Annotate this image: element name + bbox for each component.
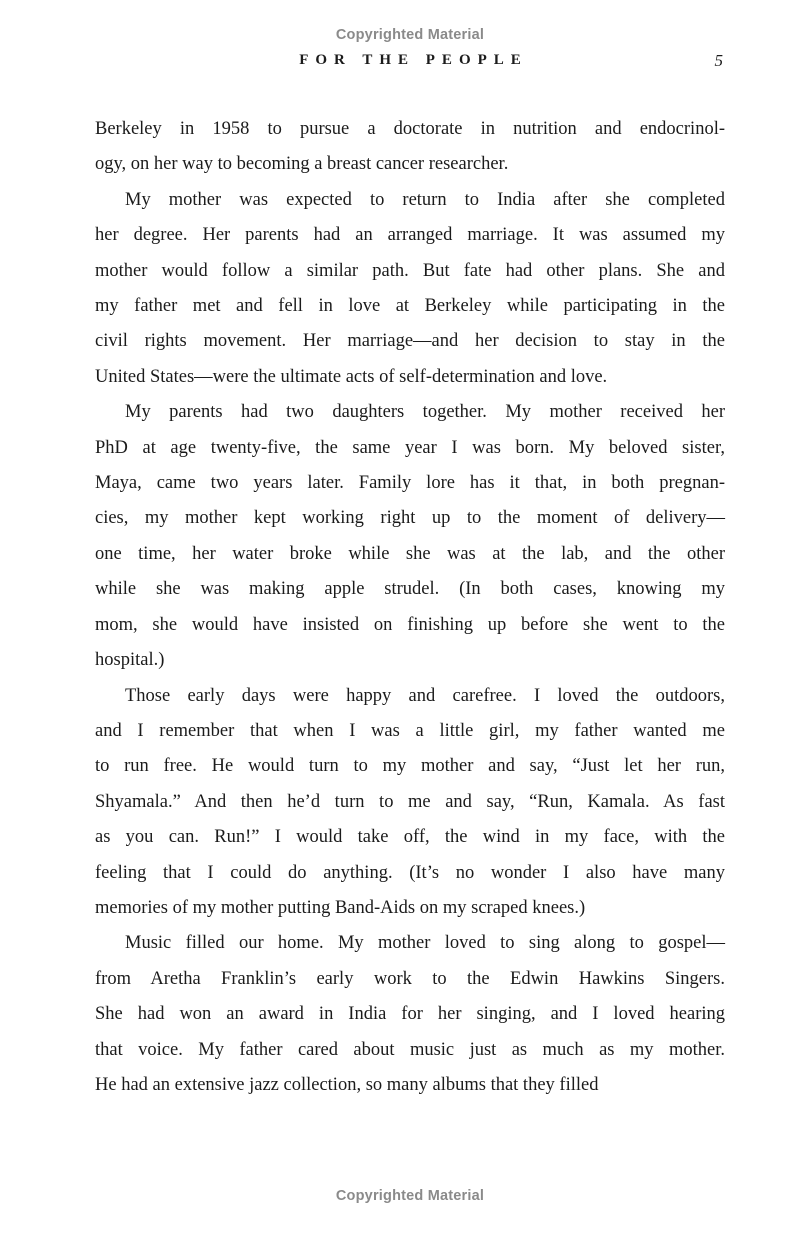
text-line: She had won an award in India for her singing, and I loved hearing xyxy=(95,1004,725,1025)
text-line: mom, she would have insisted on finishing up before she went to the xyxy=(95,614,725,635)
text-line: that voice. My father cared about music just as much as my mother. xyxy=(95,1039,725,1060)
text-line: her degree. Her parents had an arranged marriage. It was assumed my xyxy=(95,225,725,246)
text-line: Maya, came two years later. Family lore has it that, in both pregnan- xyxy=(95,473,725,494)
text-line: civil rights movement. Her marriage—and her decision to stay in the xyxy=(95,331,725,352)
text-line: and I remember that when I was a little girl, my father wanted me xyxy=(95,720,725,741)
paragraph xyxy=(95,926,725,1103)
text-line: cies, my mother kept working right up to the moment of delivery— xyxy=(95,508,725,529)
paragraph xyxy=(95,395,725,678)
text-line: mother would follow a similar path. But fate had other plans. She and xyxy=(95,260,725,281)
text-line: feeling that I could do anything. (It’s no wonder I also have many xyxy=(95,862,725,883)
text-line: My parents had two daughters together. My mother received her xyxy=(125,402,725,423)
text-line: from Aretha Franklin’s early work to the Edwin Hawkins Singers. xyxy=(95,968,725,989)
paragraph xyxy=(95,679,725,927)
text-line: PhD at age twenty-five, the same year I was born. My beloved sister, xyxy=(95,437,725,458)
paragraph xyxy=(95,183,725,395)
text-line: hospital.) xyxy=(95,650,165,671)
text-line: He had an extensive jazz collection, so many albums that they filled xyxy=(95,1074,599,1095)
page-number: 5 xyxy=(714,51,723,70)
text-line: one time, her water broke while she was at the lab, and the other xyxy=(95,543,725,564)
copyright-notice-top: Copyrighted Material xyxy=(335,27,485,43)
text-line: United States—were the ultimate acts of self-determination and love. xyxy=(95,366,608,387)
paragraph xyxy=(95,112,725,183)
text-line: memories of my mother putting Band-Aids on my scraped knees.) xyxy=(95,897,586,918)
copyright-notice-bottom: Copyrighted Material xyxy=(335,1188,485,1204)
text-line: Music filled our home. My mother loved to sing along to gospel— xyxy=(125,933,725,954)
text-line: My mother was expected to return to India after she completed xyxy=(125,189,725,210)
running-header xyxy=(95,52,725,74)
text-line: while she was making apple strudel. (In both cases, knowing my xyxy=(95,579,725,600)
text-line: as you can. Run!” I would take off, the wind in my face, with the xyxy=(95,827,725,848)
running-title: FOR THE PEOPLE xyxy=(299,52,528,68)
text-line: Berkeley in 1958 to pursue a doctorate in nutrition and endocrinol- xyxy=(95,119,725,139)
page-body xyxy=(95,112,725,1103)
text-line: ogy, on her way to becoming a breast cancer researcher. xyxy=(95,154,509,175)
text-line: Those early days were happy and carefree. I loved the outdoors, xyxy=(125,685,725,706)
text-line: to run free. He would turn to my mother and say, “Just let her run, xyxy=(95,756,725,777)
text-line: my father met and fell in love at Berkeley while participating in the xyxy=(95,296,725,317)
text-line: Shyamala.” And then he’d turn to me and say, “Run, Kamala. As fast xyxy=(95,791,725,812)
